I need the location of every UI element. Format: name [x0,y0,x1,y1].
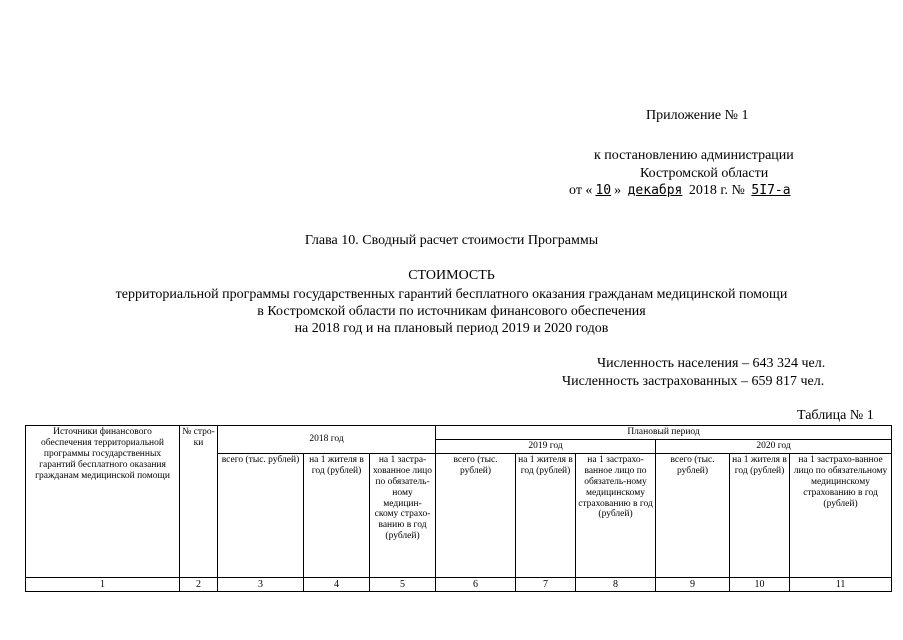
column-number: 9 [656,577,730,592]
header-row-number: № стро-ки [180,426,218,578]
date-month: декабря [627,183,683,198]
column-number: 10 [730,577,790,592]
appendix-line-1: к постановлению администрации [594,148,794,163]
header-2018-total: всего (тыс. рублей) [218,453,304,577]
date-mid: » [614,183,622,198]
column-number: 11 [790,577,892,592]
date-prefix: от « [569,183,593,198]
header-planned-period: Плановый период [436,426,892,440]
cost-table [25,425,892,592]
appendix-line-2: Костромской области [640,166,769,181]
decree-number: 5I7-а [751,183,791,198]
header-2020: 2020 год [656,439,892,453]
header-sources: Источники финансового обеспечения территориальной программы государственных гарантий бесплатного оказания гражданам медицинской помощи [26,426,180,578]
header-2019: 2019 год [436,439,656,453]
header-2018-per-resident: на 1 жителя в год (рублей) [304,453,370,577]
appendix-title: Приложение № 1 [646,108,749,123]
header-2020-total: всего (тыс. рублей) [656,453,730,577]
header-2019-per-insured: на 1 застрахо-ванное лицо по обязатель-ному медицинскому страхованию в год (рублей) [576,453,656,577]
date-suffix: 2018 г. № [688,183,745,198]
chapter-heading: Глава 10. Сводный расчет стоимости Программы [304,233,599,248]
subtitle-line-1: территориальной программы государственных гарантий бесплатного оказания гражданам медицинской помощи [115,287,788,302]
date-day: 10 [595,183,612,198]
column-number: 3 [218,577,304,592]
header-2018-per-insured: на 1 застра-хованное лицо по обязатель-ному медицин-скому страхо-ванию в год (рублей) [370,453,436,577]
appendix-date-line [569,183,794,199]
header-2018: 2018 год [218,426,436,454]
header-2020-per-insured: на 1 застрахо-ванное лицо по обязательному медицинскому страхованию в год (рублей) [790,453,892,577]
header-2019-per-resident: на 1 жителя в год (рублей) [516,453,576,577]
subtitle-line-3: на 2018 год и на плановый период 2019 и 2020 годов [294,321,609,336]
subtitle-line-2: в Костромской области по источникам финансового обеспечения [257,304,646,319]
insured-count: Численность застрахованных – 659 817 чел. [562,374,825,389]
column-number: 7 [516,577,576,592]
column-number: 1 [26,577,180,592]
column-number: 8 [576,577,656,592]
header-2020-per-resident: на 1 жителя в год (рублей) [730,453,790,577]
column-number: 4 [304,577,370,592]
column-number: 2 [180,577,218,592]
column-number: 6 [436,577,516,592]
document-title: СТОИМОСТЬ [408,268,495,283]
population-count: Численность населения – 643 324 чел. [597,356,826,371]
column-number: 5 [370,577,436,592]
table-label: Таблица № 1 [797,408,874,423]
header-2019-total: всего (тыс. рублей) [436,453,516,577]
